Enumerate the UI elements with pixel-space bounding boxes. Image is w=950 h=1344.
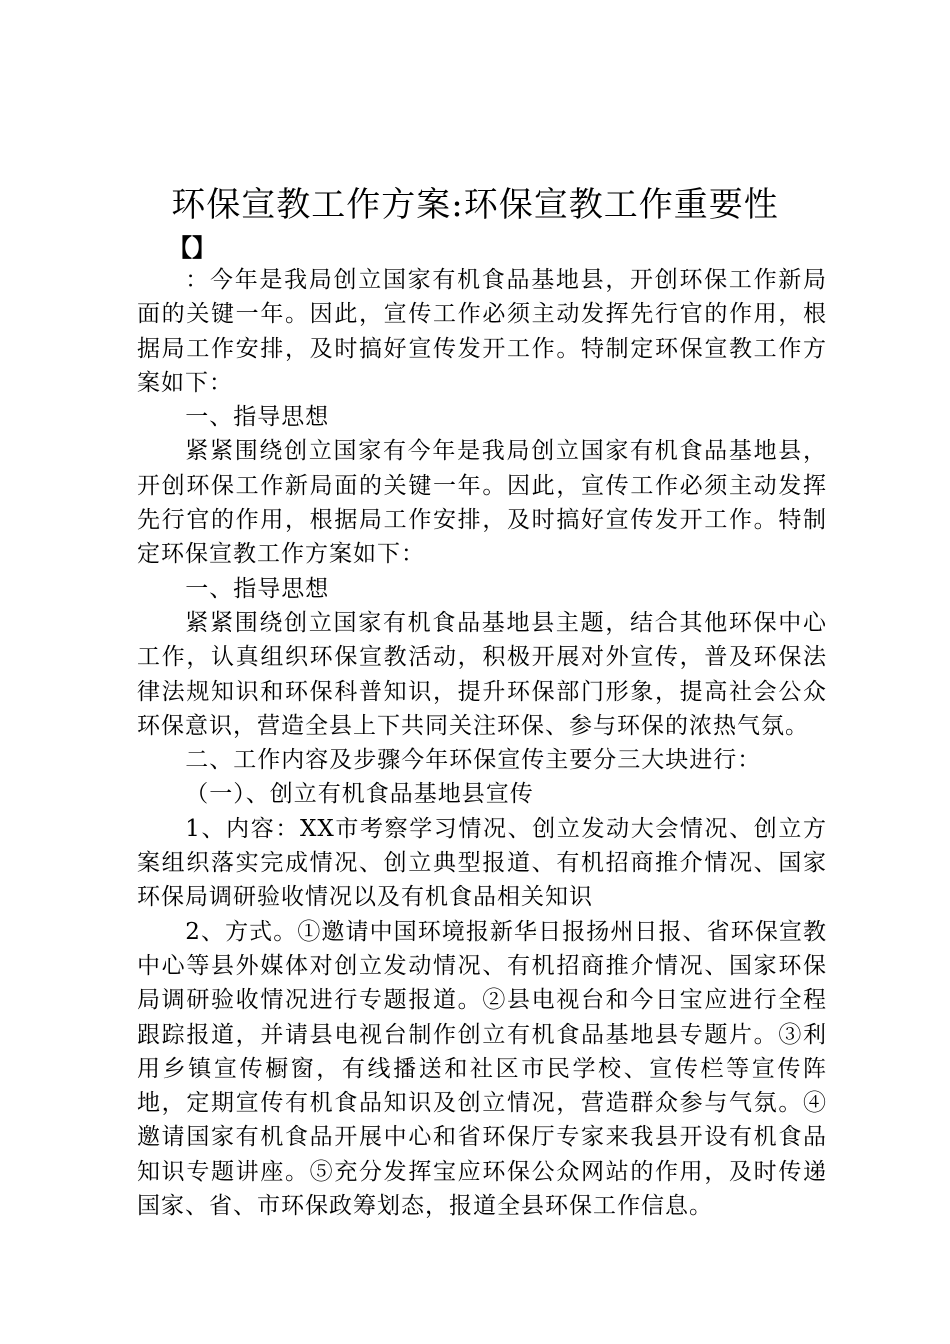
document-body <box>137 263 827 1223</box>
bracket-marker: 【】 <box>168 233 216 262</box>
body-paragraph: 紧紧围绕创立国家有机食品基地县主题，结合其他环保中心工作，认真组织环保宣教活动，积极开展对外宣传，普及环保法律法规知识和环保科普知识，提升环保部门形象，提高社会公众环保意识，营造全县上下共同关注环保、参与环保的浓热气氛。 <box>137 609 827 739</box>
section-heading-guiding-thought: 一、指导思想 <box>185 404 330 431</box>
intro-paragraph: ：今年是我局创立国家有机食品基地县，开创环保工作新局面的关键一年。因此，宣传工作必须主动发挥先行官的作用，根据局工作安排，及时搞好宣传发开工作。特制定环保宣教工作方案如下： <box>137 267 827 396</box>
content-item: 1、内容：XX市考察学习情况、创立发动大会情况、创立方案组织落实完成情况、创立典型报道、有机招商推介情况、国家环保局调研验收情况以及有机食品相关知识 <box>137 815 827 911</box>
section-heading-work-content: 二、工作内容及步骤今年环保宣传主要分三大块进行： <box>185 747 762 774</box>
body-paragraph: 紧紧围绕创立国家有今年是我局创立国家有机食品基地县，开创环保工作新局面的关键一年。因此，宣传工作必须主动发挥先行官的作用，根据局工作安排，及时搞好宣传发开工作。特制定环保宣教工作方案如下： <box>137 438 827 568</box>
method-item: 2、方式。①邀请中国环境报新华日报扬州日报、省环保宣教中心等县外媒体对创立发动情况、有机招商推介情况、国家环保局调研验收情况进行专题报道。②县电视台和今日宝应进行全程跟踪报道，并请县电视台制作创立有机食品基地县专题片。③利用乡镇宣传橱窗，有线播送和社区市民学校、宣传栏等宣传阵地，定期宣传有机食品知识及创立情况，营造群众参与气氛。④邀请国家有机食品开展中心和省环保厅专家来我县开设有机食品知识专题讲座。⑤充分发挥宝应环保公众网站的作用，及时传递国家、省、市环保政筹划态，报道全县环保工作信息。 <box>137 918 827 1220</box>
section-heading-guiding-thought-repeat: 一、指导思想 <box>185 575 330 602</box>
subsection-heading: （一）、创立有机食品基地县宣传 <box>185 781 534 808</box>
document-title: 环保宣教工作方案:环保宣教工作重要性 <box>171 185 779 225</box>
